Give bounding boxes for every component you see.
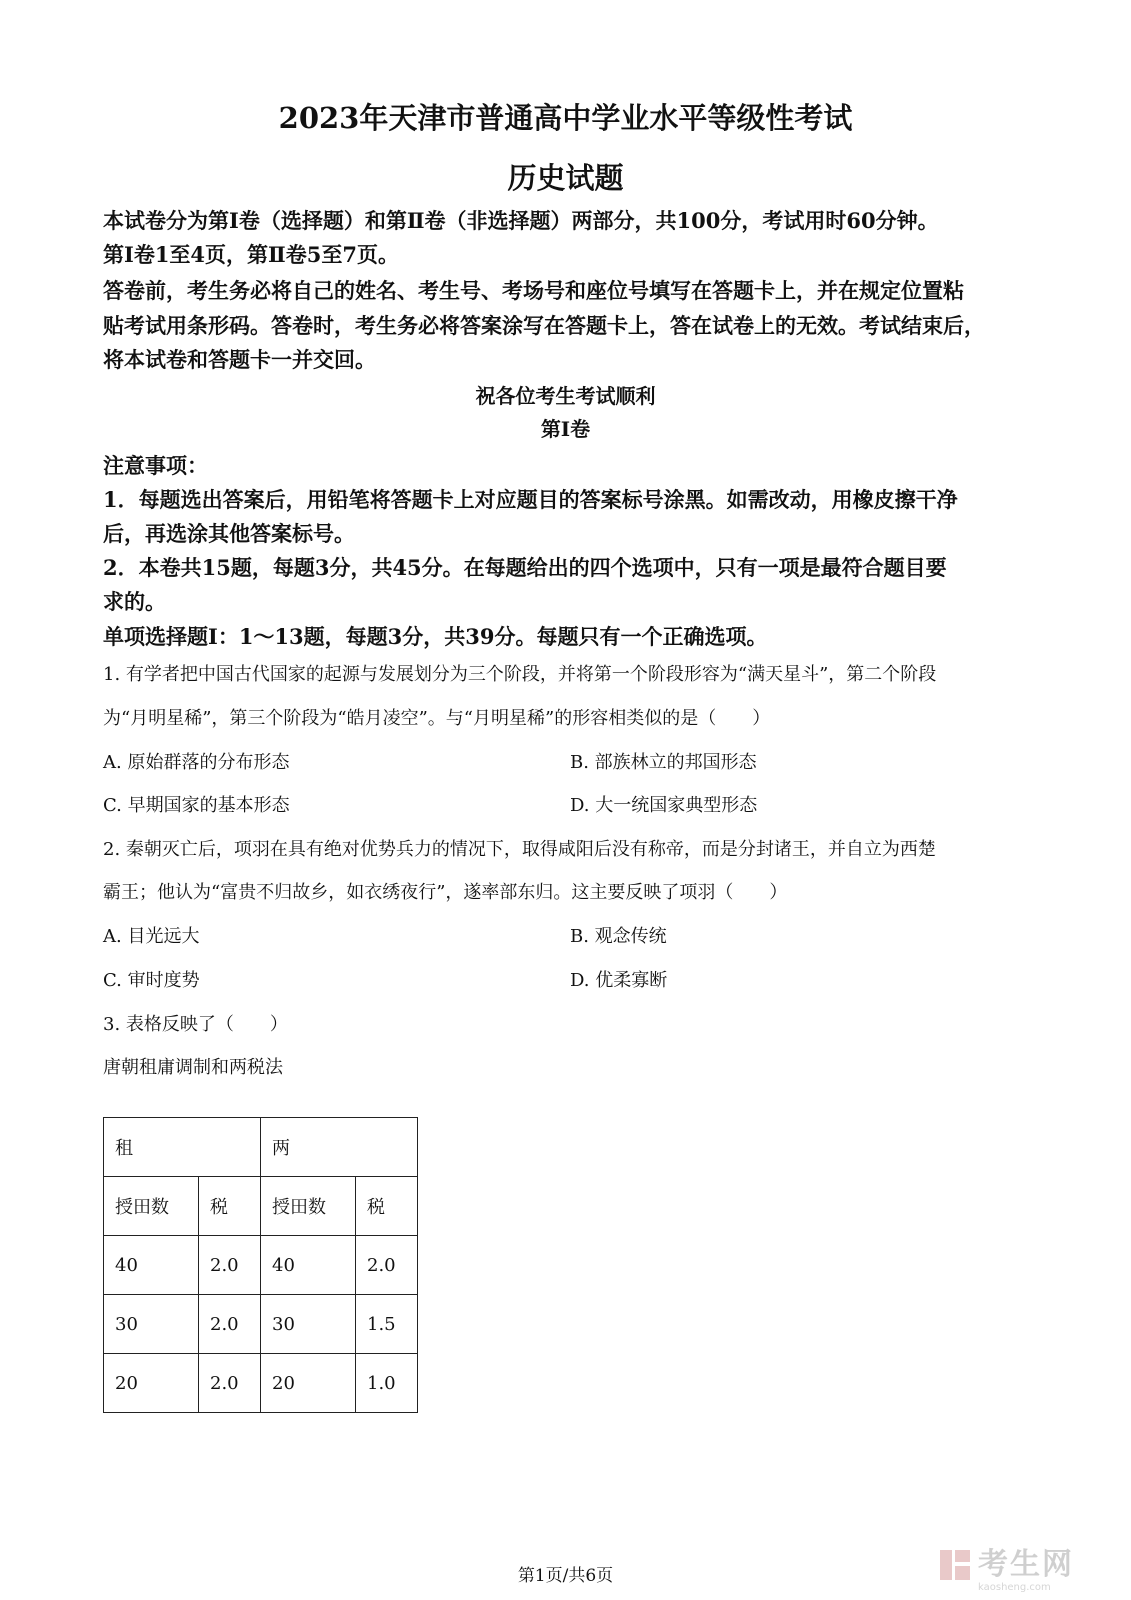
wish-line: 祝各位考生考试顺利 [475,384,656,408]
table-cell: 20 [104,1354,199,1413]
page-number: 第1页/共6页 [517,1566,614,1586]
tax-table [103,1117,418,1413]
table-subheader-cell: 税 [356,1177,418,1236]
table-row [104,1295,418,1354]
intro-line-4: 贴考试用条形码。答卷时，考生务必将答案涂写在答题卡上，答在试卷上的无效。考试结束后， [103,313,985,338]
intro-line-1: 本试卷分为第Ⅰ卷（选择题）和第Ⅱ卷（非选择题）两部分，共100分，考试用时60分钟。 [103,208,939,233]
question-1-line-2: 为“月明星稀”，第三个阶段为“皓月凌空”。与“月明星稀”的形容相类似的是（ ） [103,708,771,729]
part-heading: 第Ⅰ卷 [540,417,591,441]
table-cell: 2.0 [199,1295,261,1354]
watermark-text: 考生网 [978,1547,1074,1582]
section-heading: 单项选择题Ⅰ：1～13题，每题3分，共39分。每题只有一个正确选项。 [103,624,768,649]
table-cell: 1.0 [356,1354,418,1413]
question-1-line-1: 1. 有学者把中国古代国家的起源与发展划分为三个阶段，并将第一个阶段形容为“满天星斗”，第二个阶段 [103,664,937,685]
question-1-option-b: B. 部族林立的邦国形态 [570,752,757,773]
question-2-option-a: A. 目光远大 [103,926,200,947]
intro-line-5: 将本试卷和答题卡一并交回。 [103,347,376,372]
question-2-line-2: 霸王；他认为“富贵不归故乡，如衣绣夜行”，遂率部东归。这主要反映了项羽（ ） [103,882,788,903]
exam-title: 2023年天津市普通高中学业水平等级性考试 [278,101,853,135]
table-header-row [104,1118,418,1177]
question-2-line-1: 2. 秦朝灭亡后，项羽在具有绝对优势兵力的情况下，取得咸阳后没有称帝，而是分封诸王，并自立为西楚 [103,839,936,860]
note-1-line-1: 1．每题选出答案后，用铅笔将答题卡上对应题目的答案标号涂黑。如需改动，用橡皮擦干净 [103,487,958,512]
question-2-option-c: C. 审时度势 [103,970,200,991]
table-subheader-row [104,1177,418,1236]
watermark-url: kaosheng.com [978,1582,1051,1593]
exam-subtitle: 历史试题 [507,161,624,195]
table-header-cell: 两 [261,1118,418,1177]
note-2-line-1: 2．本卷共15题，每题3分，共45分。在每题给出的四个选项中，只有一项是最符合题目要 [103,555,947,580]
table-row [104,1236,418,1295]
table-cell: 30 [104,1295,199,1354]
table-cell: 2.0 [199,1236,261,1295]
table-cell: 40 [104,1236,199,1295]
table-cell: 2.0 [356,1236,418,1295]
table-caption: 唐朝租庸调制和两税法 [103,1057,283,1078]
watermark [938,1547,1074,1593]
table-cell: 20 [261,1354,356,1413]
table-cell: 1.5 [356,1295,418,1354]
question-1-option-d: D. 大一统国家典型形态 [570,795,758,816]
question-2-option-d: D. 优柔寡断 [570,970,668,991]
question-2-option-b: B. 观念传统 [570,926,667,947]
table-cell: 2.0 [199,1354,261,1413]
table-cell: 30 [261,1295,356,1354]
table-subheader-cell: 授田数 [104,1177,199,1236]
table-header-cell: 租 [104,1118,261,1177]
notes-heading: 注意事项： [103,453,208,478]
note-2-line-2: 求的。 [103,589,166,614]
kaosheng-logo-icon [938,1548,972,1582]
question-1-option-a: A. 原始群落的分布形态 [103,752,290,773]
question-3-line-1: 3. 表格反映了（ ） [103,1014,288,1035]
intro-line-2: 第Ⅰ卷1至4页，第Ⅱ卷5至7页。 [103,242,399,267]
intro-line-3: 答卷前，考生务必将自己的姓名、考生号、考场号和座位号填写在答题卡上，并在规定位置粘 [103,278,964,303]
table-subheader-cell: 税 [199,1177,261,1236]
question-1-option-c: C. 早期国家的基本形态 [103,795,290,816]
note-1-line-2: 后，再选涂其他答案标号。 [103,521,355,546]
table-cell: 40 [261,1236,356,1295]
table-subheader-cell: 授田数 [261,1177,356,1236]
table-row [104,1354,418,1413]
